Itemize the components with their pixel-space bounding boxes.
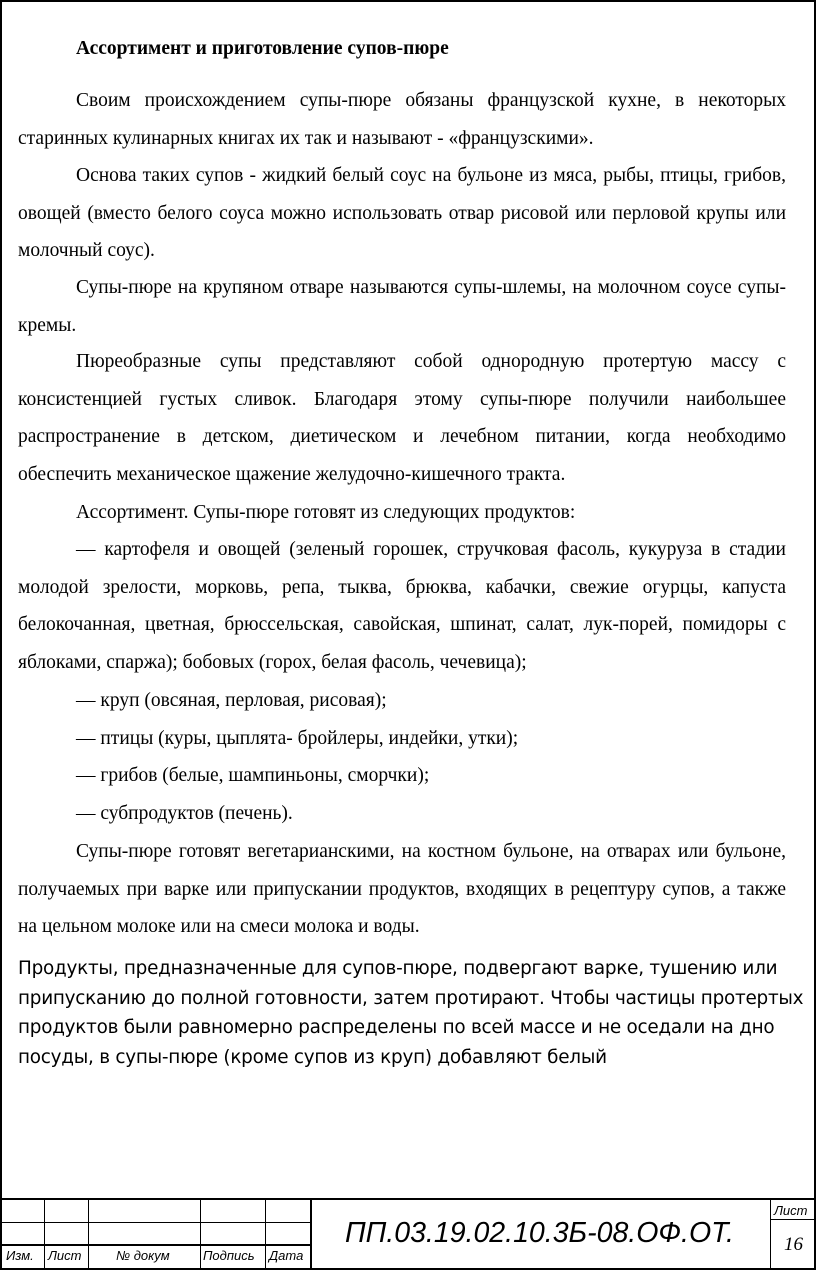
label-dokum: № докум <box>116 1248 170 1263</box>
paragraph-base-sauce: Основа таких супов - жидкий белый соус на бульоне из мяса, рыбы, птицы, грибов, овощей (вместо белого соуса можно использовать отвар рисовой или перловой крупы или молочный соус). <box>18 165 786 262</box>
list-item-mushrooms: — грибов (белые, шампиньоны, сморчки); <box>76 765 430 786</box>
list-item-vegetables: — картофеля и овощей (зеленый горошек, стручковая фасоль, кукуруза в стадии молодой зрелости, морковь, репа, тыква, брюква, кабачки, свежие огурцы, капуста белокочанная, цветная, брюссельская, савойская, шпинат, салат, лук-порей, помидоры с яблоками, спаржа); бобовых (горох, белая фасоль, чечевица); <box>18 539 786 673</box>
list-item-grains: — круп (овсяная, перловая, рисовая); <box>76 690 387 711</box>
label-data: Дата <box>269 1248 304 1263</box>
paragraph-assortment: Ассортимент. Супы-пюре готовят из следующих продуктов: <box>76 502 576 523</box>
paragraph-processing: Продукты, предназначенные для супов-пюре, подвергают варке, тушению или припусканию до полной готовности, затем протирают. Чтобы частицы протертых продуктов были равномерно распределены по всей массе и не оседали на дно посуды, в супы-пюре (кроме супов из круп) добавляют белый <box>18 958 804 1068</box>
list-item-poultry: — птицы (куры, цыплята- бройлеры, индейки, утки); <box>76 728 519 749</box>
paragraph-shlemy-kremy: Супы-пюре на крупяном отваре называются супы-шлемы, на молочном соусе супы-кремы. <box>18 277 786 336</box>
label-izm: Изм. <box>6 1248 34 1263</box>
list-item-offal: — субпродуктов (печень). <box>76 803 293 824</box>
section-heading: Ассортимент и приготовление супов-пюре <box>76 38 449 59</box>
label-sheet: Лист <box>774 1203 808 1218</box>
label-podpis: Подпись <box>203 1248 255 1263</box>
label-list: Лист <box>48 1248 82 1263</box>
paragraph-preparation-base: Супы-пюре готовят вегетарианскими, на костном бульоне, на отварах или бульоне, получаемых при варке или припускании продуктов, входящих в рецептуру супов, а также на цельном молоке или на смеси молока и воды. <box>18 841 786 938</box>
document-code: ПП.03.19.02.10.3Б-08.ОФ.ОТ. <box>345 1217 734 1249</box>
sheet-number: 16 <box>784 1234 803 1255</box>
paragraph-consistency: Пюреобразные супы представляют собой однородную протертую массу с консистенцией густых сливок. Благодаря этому супы-пюре получили наибольшее распространение в детском, диетическом и лечебном питании, когда необходимо обеспечить механическое щажение желудочно-кишечного тракта. <box>18 351 786 485</box>
paragraph-origin: Своим происхождением супы-пюре обязаны французской кухне, в некоторых старинных кулинарных книгах их так и называют - «французскими». <box>18 90 786 149</box>
